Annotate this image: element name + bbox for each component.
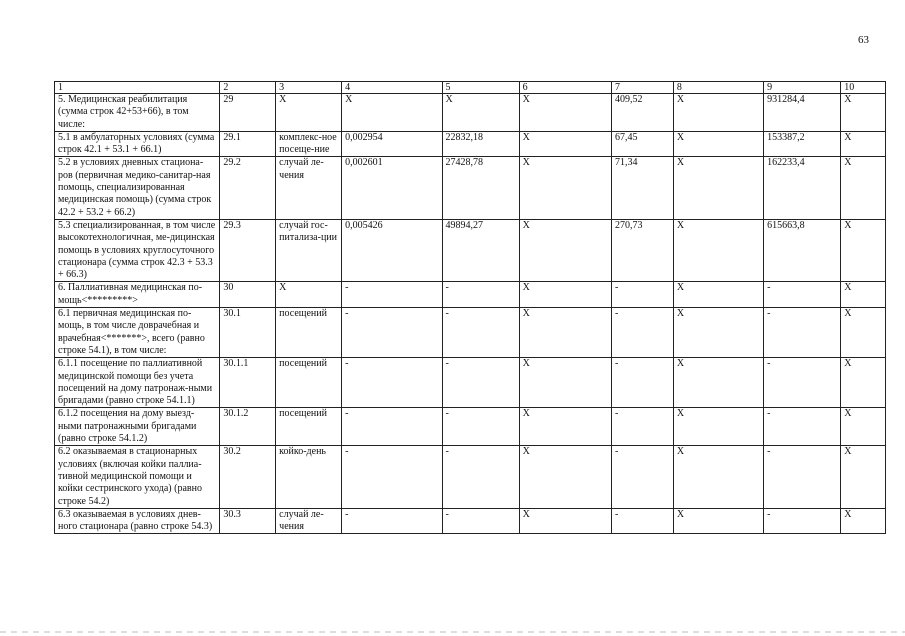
table-row — [55, 282, 886, 308]
table-cell-c5: 49894,27 — [442, 219, 519, 281]
table-cell-c10: X — [841, 508, 886, 534]
table-cell-c10: X — [841, 131, 886, 157]
table-cell-c8: X — [673, 446, 763, 508]
table-cell-c9: 162233,4 — [764, 157, 841, 219]
table-cell-c1: 5. Медицинская реабилитация (сумма строк 42+53+66), в том числе: — [55, 94, 220, 132]
table-cell-c9: - — [764, 408, 841, 446]
table-cell-c3: X — [276, 282, 342, 308]
table-cell-c9: 153387,2 — [764, 131, 841, 157]
table-cell-c4: 0,005426 — [342, 219, 442, 281]
table-cell-c5: - — [442, 408, 519, 446]
table-cell-c8: X — [673, 408, 763, 446]
table-cell-c9: - — [764, 282, 841, 308]
table-cell-c6: X — [519, 508, 611, 534]
table-cell-c8: X — [673, 358, 763, 408]
table-cell-c10: X — [841, 308, 886, 358]
table-cell-c4: - — [342, 508, 442, 534]
table-cell-c7: - — [611, 508, 673, 534]
table-cell-c5: 27428,78 — [442, 157, 519, 219]
table-cell-c7: - — [611, 358, 673, 408]
table-cell-c2: 30.1.2 — [220, 408, 276, 446]
table-row — [55, 408, 886, 446]
table-cell-c1: 6.2 оказываемая в стационарных условиях (включая койки паллиа-тивной медицинской помощи и койки сестринского ухода) (равно строке 54.2) — [55, 446, 220, 508]
table-cell-c9: 931284,4 — [764, 94, 841, 132]
table-cell-c4: - — [342, 408, 442, 446]
table-cell-c7: 270,73 — [611, 219, 673, 281]
table-row — [55, 94, 886, 132]
table-row — [55, 508, 886, 534]
table-cell-c2: 29.3 — [220, 219, 276, 281]
table-cell-c6: X — [519, 94, 611, 132]
table-cell-c6: X — [519, 308, 611, 358]
table-row — [55, 446, 886, 508]
table-cell-c5: - — [442, 508, 519, 534]
table-cell-c5: - — [442, 446, 519, 508]
table-cell-c8: X — [673, 219, 763, 281]
table-cell-c2: 29.1 — [220, 131, 276, 157]
table-cell-c1: 6.1 первичная медицинская по-мощь, в том числе доврачебная и врачебная<*******>, всего (равно строке 54.1), в том числе: — [55, 308, 220, 358]
table-cell-c4: - — [342, 358, 442, 408]
table-cell-c3: случай ле-чения — [276, 508, 342, 534]
table-cell-c3: случай гос-питализа-ции — [276, 219, 342, 281]
table-cell-c3: комплекс-ное посеще-ние — [276, 131, 342, 157]
table-cell-c3: X — [276, 94, 342, 132]
table-header-row — [55, 82, 886, 94]
table-cell-c4: 0,002954 — [342, 131, 442, 157]
table-cell-c4: - — [342, 446, 442, 508]
table-cell-c1: 6. Паллиативная медицинская по-мощь<*********> — [55, 282, 220, 308]
column-header: 9 — [764, 82, 841, 94]
table-row — [55, 219, 886, 281]
table-cell-c8: X — [673, 308, 763, 358]
table-cell-c10: X — [841, 446, 886, 508]
table-cell-c1: 6.1.1 посещение по паллиативной медицинской помощи без учета посещений на дому патронаж-ными бригадами (равно строке 54.1.1) — [55, 358, 220, 408]
table-cell-c1: 5.3 специализированная, в том числе высокотехнологичная, ме-дицинская помощь в условиях круглосуточного стационара (сумма строк 42.3 + 53.3 + 66.3) — [55, 219, 220, 281]
table-cell-c10: X — [841, 282, 886, 308]
table-cell-c8: X — [673, 157, 763, 219]
table-cell-c1: 6.1.2 посещения на дому выезд-ными патронажными бригадами (равно строке 54.1.2) — [55, 408, 220, 446]
column-header: 5 — [442, 82, 519, 94]
table-row — [55, 157, 886, 219]
table-cell-c5: - — [442, 282, 519, 308]
column-header: 6 — [519, 82, 611, 94]
table-cell-c7: - — [611, 282, 673, 308]
column-header: 3 — [276, 82, 342, 94]
table-cell-c2: 30.2 — [220, 446, 276, 508]
column-header: 8 — [673, 82, 763, 94]
table-cell-c3: посещений — [276, 408, 342, 446]
table-cell-c5: 22832,18 — [442, 131, 519, 157]
column-header: 7 — [611, 82, 673, 94]
table-cell-c6: X — [519, 219, 611, 281]
table-cell-c1: 5.2 в условиях дневных стациона-ров (первичная медико-санитар-ная помощь, специализированная медицинская помощь) (сумма строк 42.2 + 53.2 + 66.2) — [55, 157, 220, 219]
table-cell-c2: 29.2 — [220, 157, 276, 219]
table-cell-c7: - — [611, 446, 673, 508]
table-cell-c1: 6.3 оказываемая в условиях днев-ного стационара (равно строке 54.3) — [55, 508, 220, 534]
table-cell-c2: 30.1.1 — [220, 358, 276, 408]
table-cell-c6: X — [519, 358, 611, 408]
table-cell-c9: - — [764, 508, 841, 534]
table-row — [55, 308, 886, 358]
table-cell-c7: 67,45 — [611, 131, 673, 157]
column-header: 10 — [841, 82, 886, 94]
scan-artifact — [0, 631, 905, 633]
column-header: 1 — [55, 82, 220, 94]
table-cell-c3: посещений — [276, 308, 342, 358]
table-cell-c6: X — [519, 446, 611, 508]
table-cell-c2: 29 — [220, 94, 276, 132]
table-cell-c2: 30.1 — [220, 308, 276, 358]
table-cell-c5: - — [442, 358, 519, 408]
table-cell-c3: посещений — [276, 358, 342, 408]
table-row — [55, 358, 886, 408]
table-cell-c4: - — [342, 282, 442, 308]
table-cell-c3: случай ле-чения — [276, 157, 342, 219]
data-table — [54, 81, 886, 534]
table-cell-c2: 30 — [220, 282, 276, 308]
table-cell-c9: 615663,8 — [764, 219, 841, 281]
table-cell-c7: 409,52 — [611, 94, 673, 132]
page-number: 63 — [858, 34, 869, 46]
table-cell-c6: X — [519, 131, 611, 157]
table-cell-c4: - — [342, 308, 442, 358]
table-cell-c2: 30.3 — [220, 508, 276, 534]
table-cell-c7: - — [611, 408, 673, 446]
table-cell-c6: X — [519, 408, 611, 446]
table-cell-c9: - — [764, 358, 841, 408]
table-cell-c9: - — [764, 308, 841, 358]
table-cell-c4: 0,002601 — [342, 157, 442, 219]
table-cell-c10: X — [841, 94, 886, 132]
table-cell-c8: X — [673, 94, 763, 132]
column-header: 4 — [342, 82, 442, 94]
table-cell-c4: X — [342, 94, 442, 132]
table-cell-c7: 71,34 — [611, 157, 673, 219]
table-cell-c1: 5.1 в амбулаторных условиях (сумма строк 42.1 + 53.1 + 66.1) — [55, 131, 220, 157]
table-cell-c8: X — [673, 282, 763, 308]
column-header: 2 — [220, 82, 276, 94]
table-cell-c8: X — [673, 508, 763, 534]
table-cell-c6: X — [519, 157, 611, 219]
table-cell-c7: - — [611, 308, 673, 358]
table-cell-c10: X — [841, 157, 886, 219]
table-cell-c10: X — [841, 219, 886, 281]
table-cell-c10: X — [841, 408, 886, 446]
table-cell-c5: X — [442, 94, 519, 132]
table-cell-c9: - — [764, 446, 841, 508]
table-cell-c10: X — [841, 358, 886, 408]
table-cell-c5: - — [442, 308, 519, 358]
table-cell-c3: койко-день — [276, 446, 342, 508]
table-cell-c8: X — [673, 131, 763, 157]
table-row — [55, 131, 886, 157]
table-cell-c6: X — [519, 282, 611, 308]
